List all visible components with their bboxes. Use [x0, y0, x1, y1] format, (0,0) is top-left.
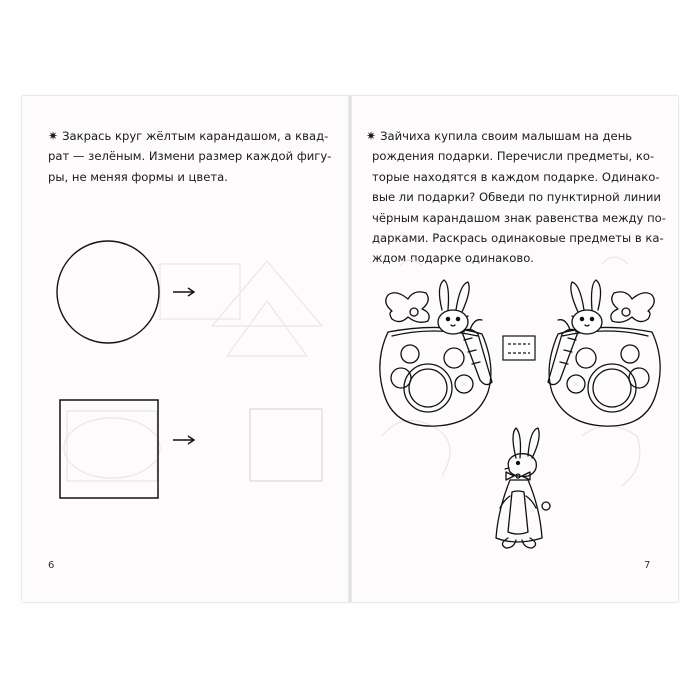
- page-number: 6: [48, 560, 55, 571]
- task-line: чёрным карандашом знак равенства между по-: [372, 210, 666, 225]
- task-line: рат — зелёным. Измени размер каждой фигу-: [48, 149, 332, 164]
- task-line: ры, не меняя формы и цвета.: [48, 169, 228, 184]
- gift-sack-right: [548, 292, 660, 426]
- task-line: рождения подарки. Перечисли предметы, ко-: [372, 149, 655, 164]
- page-number: 7: [644, 560, 651, 571]
- arrow-icon: [173, 436, 194, 444]
- bunny-head-left: [438, 280, 469, 334]
- task-line: ✷ Зайчиха купила своим малышам на день: [366, 129, 633, 143]
- task-line: ✷ Закрась круг жёлтым карандашом, а квад-: [48, 129, 329, 143]
- gifts-illustration: [352, 96, 678, 602]
- task-line: ждом подарке одинаково.: [372, 251, 534, 266]
- square-shape: [60, 400, 158, 498]
- shapes-exercise: [22, 96, 348, 602]
- task-line: вые ли подарки? Обведи по пунктирной линии: [372, 190, 661, 205]
- task-line: дарками. Раскрась одинаковые предметы в ка-: [372, 231, 664, 246]
- asterisk-icon: ✷: [48, 129, 59, 143]
- arrow-icon: [173, 288, 194, 296]
- task-line: торые находятся в каждом подарке. Одинако-: [372, 169, 660, 184]
- mother-rabbit: [496, 428, 550, 548]
- square-ghost-target: [250, 409, 322, 481]
- asterisk-icon: ✷: [366, 129, 377, 143]
- left-page: [22, 96, 348, 602]
- circle-shape: [57, 241, 159, 343]
- show-through-ghosts: [64, 261, 322, 481]
- book-spread: [22, 96, 678, 602]
- gift-sack-left: [380, 292, 492, 426]
- right-page: [352, 96, 678, 602]
- dotted-equals-sign: [503, 336, 535, 360]
- bunny-head-right: [571, 280, 602, 334]
